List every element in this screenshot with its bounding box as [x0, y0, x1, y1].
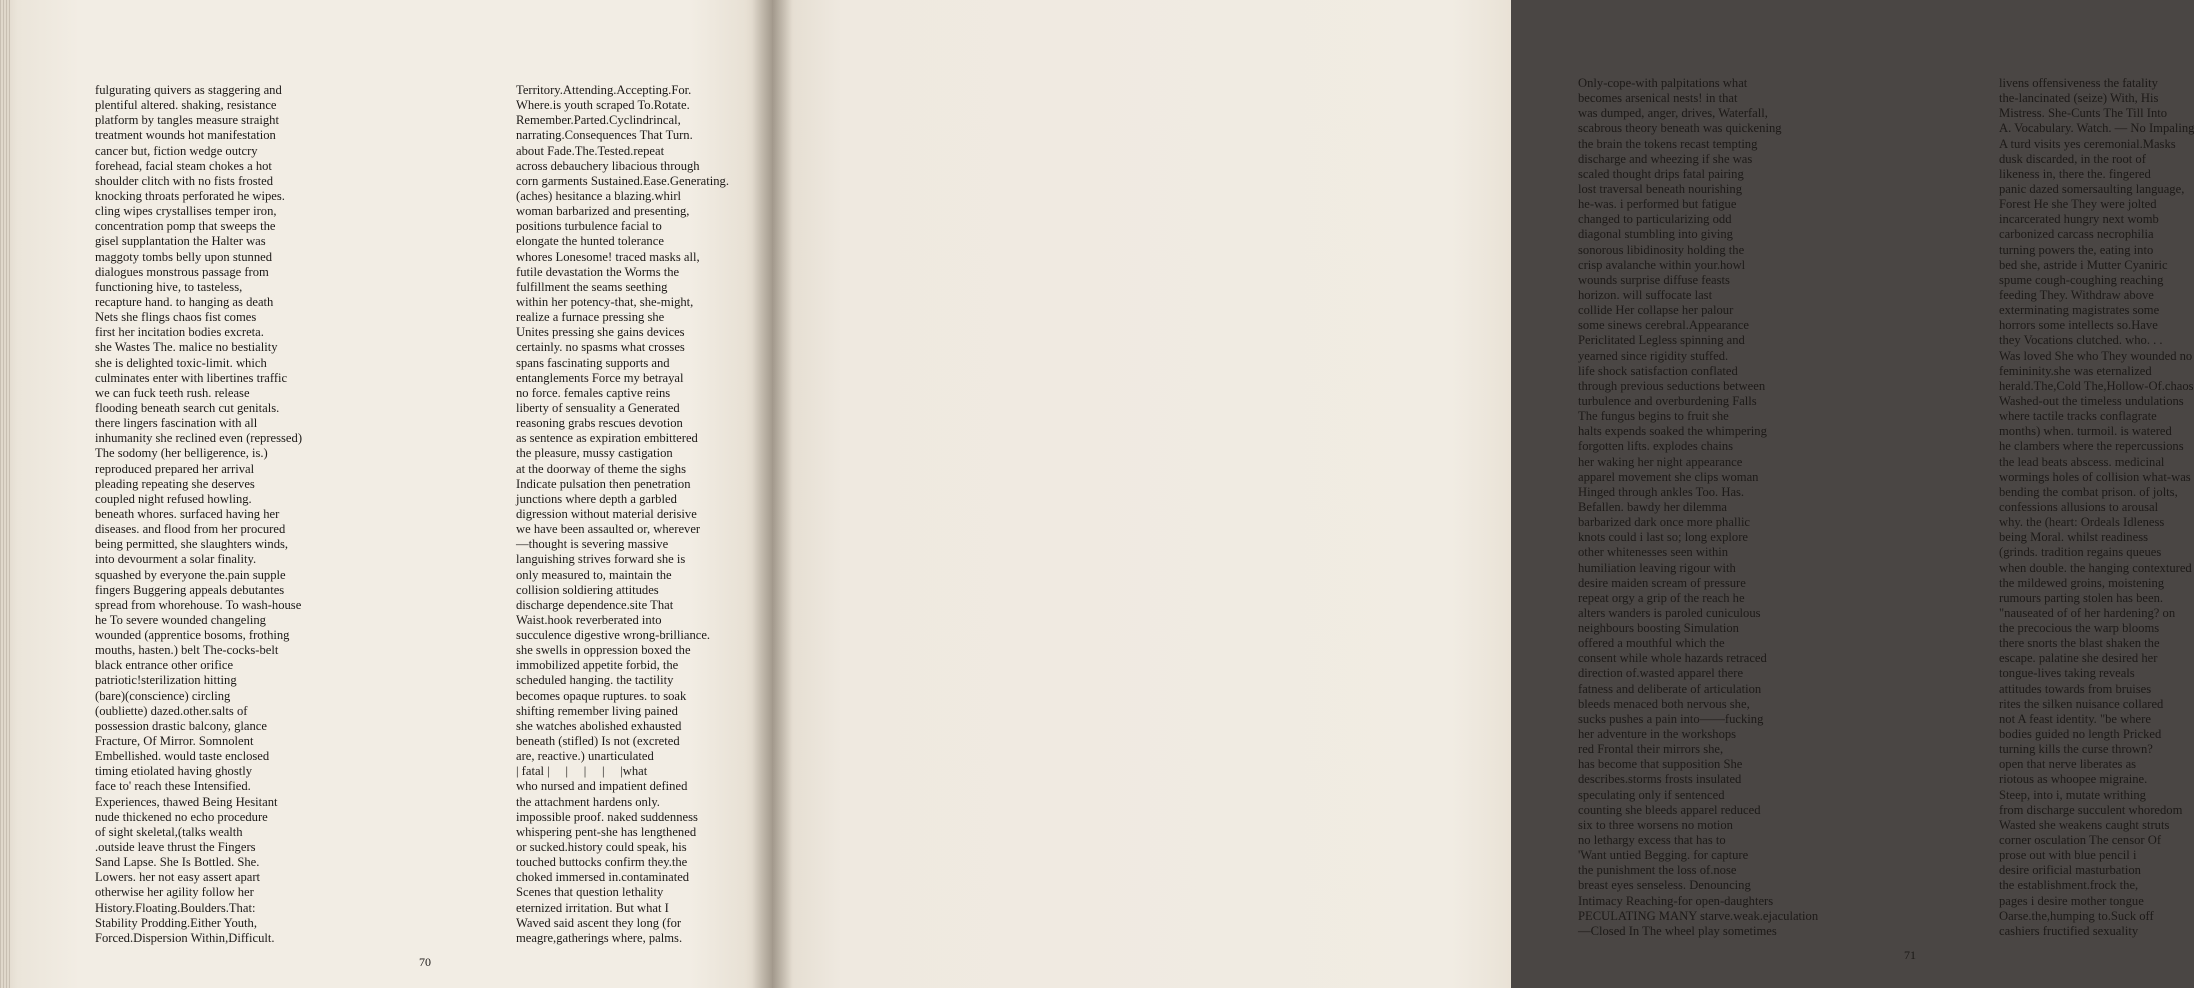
text-line: collision soldiering attitudes: [516, 582, 659, 597]
text-line: A. Vocabulary. Watch. — No Impaling: [1999, 121, 2194, 136]
text-line: humiliation leaving rigour with: [1578, 560, 1736, 575]
text-line: livens offensiveness the fatality: [1999, 76, 2158, 90]
text-line: Was loved She who They wounded no: [1999, 348, 2193, 363]
text-line: pleading repeating she deserves: [95, 476, 255, 491]
text-line: Experiences, thawed Being Hesitant: [95, 794, 278, 809]
text-column-2: [516, 83, 729, 946]
text-line: wounds surprise diffuse feasts: [1578, 272, 1730, 287]
text-line: (grinds. tradition regains queues: [1999, 545, 2162, 560]
text-line: no lethargy excess that has to: [1578, 833, 1726, 848]
text-line: some sinews cerebral.Appearance: [1578, 318, 1749, 333]
text-line: she swells in oppression boxed the: [516, 643, 691, 658]
text-line: meagre,gatherings where, palms.: [516, 930, 683, 945]
page-edge: [0, 0, 10, 988]
text-line: as sentence as expiration embittered: [516, 431, 698, 446]
text-line: turbulence and overburdening Falls: [1578, 393, 1757, 408]
text-line: bending the combat prison. of jolts,: [1999, 484, 2178, 499]
text-line: A turd visits yes ceremonial.Masks: [1999, 136, 2176, 151]
text-line: horrors some intellects so.Have: [1999, 318, 2158, 333]
text-line: tongue-lives taking reveals: [1999, 666, 2135, 681]
text-line: the pleasure, mussy castigation: [516, 446, 673, 461]
text-line: knocking throats perforated he wipes.: [95, 188, 285, 203]
text-line: Fracture, Of Mirror. Somnolent: [95, 734, 254, 749]
text-line: Sand Lapse. She Is Bottled. She.: [95, 855, 260, 870]
text-line: no force. females captive reins: [516, 385, 671, 400]
text-line: offered a mouthful which the: [1578, 636, 1725, 651]
text-line: repeat orgy a grip of the reach he: [1578, 590, 1745, 605]
text-column-3: [1578, 76, 1818, 939]
text-line: positions turbulence facial to: [516, 219, 662, 234]
text-line: fulgurating quivers as staggering and: [95, 83, 282, 97]
text-line: entanglements Force my betrayal: [516, 370, 684, 385]
text-line: sucks pushes a pain into——fucking: [1578, 711, 1764, 726]
text-line: maggoty tombs belly upon stunned: [95, 249, 273, 264]
text-line: only measured to, maintain the: [516, 567, 672, 582]
text-line: he To severe wounded changeling: [95, 612, 266, 627]
text-line: impossible proof. naked suddenness: [516, 809, 698, 824]
text-line: concentration pomp that sweeps the: [95, 219, 276, 234]
text-line: .outside leave thrust the Fingers: [95, 840, 256, 855]
text-line: or sucked.history could speak, his: [516, 840, 687, 855]
text-line: turning powers the, eating into: [1999, 242, 2154, 257]
text-line: she is delighted toxic-limit. which: [95, 355, 267, 370]
left-page: [0, 0, 772, 988]
text-line: into devourment a solar finality.: [95, 552, 257, 567]
text-line: beneath whores. surfaced having her: [95, 506, 280, 521]
text-line: fatness and deliberate of articulation: [1578, 681, 1762, 696]
text-line: culminates enter with libertines traffic: [95, 370, 288, 385]
text-line: counting she bleeds apparel reduced: [1578, 802, 1761, 817]
text-line: Mistress. She-Cunts The Till Into: [1999, 106, 2168, 121]
text-line: her adventure in the workshops: [1578, 727, 1737, 742]
text-line: Wasted she weakens caught struts: [1999, 817, 2170, 832]
text-line: neighbours boosting Simulation: [1578, 621, 1739, 636]
text-line: why. the (heart: Ordeals Idleness: [1999, 515, 2165, 530]
text-line: touched buttocks confirm they.the: [516, 855, 688, 870]
text-line: Forest He she They were jolted: [1999, 197, 2157, 212]
text-line: at the doorway of theme the sighs: [516, 461, 686, 476]
text-line: consent while whole hazards retraced: [1578, 651, 1767, 666]
text-line: exterminating magistrates some: [1999, 303, 2160, 318]
text-line: recapture hand. to hanging as death: [95, 294, 274, 309]
text-line: black entrance other orifice: [95, 658, 234, 673]
text-line: Oarse.the,humping to.Suck off: [1999, 908, 2154, 923]
text-line: | fatal | | | | |what: [516, 764, 648, 779]
text-line: Indicate pulsation then penetration: [516, 476, 691, 491]
text-line: corn garments Sustained.Ease.Generating.: [516, 173, 729, 188]
text-line: woman barbarized and presenting,: [516, 204, 690, 219]
text-line: of sight skeletal,(talks wealth: [95, 824, 243, 839]
text-line: spume cough-coughing reaching: [1999, 272, 2164, 287]
text-line: whores Lonesome! traced masks all,: [516, 249, 700, 264]
text-line: horizon. will suffocate last: [1578, 287, 1713, 302]
text-line: shoulder clitch with no fists frosted: [95, 173, 274, 188]
text-line: alters wanders is paroled cuniculous: [1578, 605, 1761, 620]
text-line: nude thickened no echo procedure: [95, 809, 268, 824]
text-line: riotous as whoopee migraine.: [1999, 772, 2148, 787]
text-line: collide Her collapse her palour: [1578, 303, 1734, 318]
text-line: she Wastes The. malice no bestiality: [95, 340, 278, 355]
text-line: (bare)(conscience) circling: [95, 688, 231, 703]
text-line: lost traversal beneath nourishing: [1578, 181, 1743, 196]
text-line: —Closed In The wheel play sometimes: [1578, 923, 1777, 938]
text-line: apparel movement she clips woman: [1578, 469, 1759, 484]
text-line: knots could i last so; long explore: [1578, 530, 1748, 545]
text-line: digression without material derisive: [516, 506, 697, 521]
text-line: we have been assaulted or, wherever: [516, 522, 701, 537]
text-line: Periclitated Legless spinning and: [1578, 333, 1745, 348]
text-line: corner osculation The censor Of: [1999, 833, 2162, 848]
text-line: has become that supposition She: [1578, 757, 1743, 772]
text-line: the mildewed groins, moistening: [1999, 575, 2165, 590]
text-line: crisp avalanche within your.howl: [1578, 257, 1746, 272]
text-line: dialogues monstrous passage from: [95, 264, 269, 279]
text-line: confessions allusions to arousal: [1999, 499, 2159, 514]
text-line: attitudes towards from bruises: [1999, 681, 2152, 696]
text-line: diagonal stumbling into giving: [1578, 227, 1733, 242]
text-line: Intimacy Reaching-for open-daughters: [1578, 893, 1774, 908]
text-line: Waved said ascent they long (for: [516, 915, 682, 930]
text-line: timing etiolated having ghostly: [95, 764, 253, 779]
text-line: squashed by everyone the.pain supple: [95, 567, 286, 582]
text-line: inhumanity she reclined even (repressed): [95, 431, 303, 446]
text-line: not A feast identity. "be where: [1999, 711, 2151, 726]
text-line: are, reactive.) unarticulated: [516, 749, 654, 764]
text-line: Where.is youth scraped To.Rotate.: [516, 98, 690, 113]
text-line: where tactile tracks conflagrate: [1999, 409, 2157, 424]
text-line: futile devastation the Worms the: [516, 264, 680, 279]
text-line: languishing strives forward she is: [516, 552, 686, 567]
text-line: patriotic!sterilization hitting: [95, 673, 237, 688]
text-line: whispering pent-she has lengthened: [516, 824, 697, 839]
text-line: forgotten lifts. explodes chains: [1578, 439, 1734, 454]
text-line: succulence digestive wrong-brilliance.: [516, 628, 711, 643]
text-line: Waist.hook reverberated into: [516, 612, 662, 627]
text-line: "nauseated of of her hardening? on: [1999, 605, 2176, 620]
text-line: through previous seductions between: [1578, 378, 1766, 393]
text-line: narrating.Consequences That Turn.: [516, 128, 693, 143]
text-line: Stability Prodding.Either Youth,: [95, 915, 257, 930]
text-line: certainly. no spasms what crosses: [516, 340, 685, 355]
text-line: halts expends soaked the whimpering: [1578, 424, 1767, 439]
text-line: realize a furnace pressing she: [516, 310, 665, 325]
text-line: rumours parting stolen has been.: [1999, 590, 2164, 605]
text-line: months) when. turmoil. is watered: [1999, 424, 2172, 439]
text-line: discharge dependence.site That: [516, 597, 674, 612]
text-line: Washed-out the timeless undulations: [1999, 393, 2184, 408]
text-line: the-lancinated (seize) With, His: [1999, 91, 2159, 106]
text-line: the brain the tokens recast tempting: [1578, 136, 1758, 151]
text-line: Territory.Attending.Accepting.For.: [516, 83, 692, 97]
text-line: cancer but, fiction wedge outcry: [95, 143, 258, 158]
text-line: pages i desire mother tongue: [1999, 893, 2144, 908]
text-line: —thought is severing massive: [516, 537, 669, 552]
text-line: red Frontal their mirrors she,: [1578, 742, 1724, 757]
text-line: desire orificial masturbation: [1999, 863, 2141, 878]
text-line: bleeds menaced both nervous she,: [1578, 696, 1750, 711]
text-line: he clambers where the repercussions: [1999, 439, 2184, 454]
text-line: otherwise her agility follow her: [95, 885, 254, 900]
text-line: Forced.Dispersion Within,Difficult.: [95, 930, 275, 945]
text-line: describes.storms frosts insulated: [1578, 772, 1742, 787]
text-line: fulfillment the seams seething: [516, 279, 668, 294]
text-line: shifting remember living pained: [516, 703, 678, 718]
text-line: the attachment hardens only.: [516, 794, 660, 809]
right-page: [772, 0, 2194, 988]
text-line: scheduled hanging. the tactility: [516, 673, 674, 688]
text-line: becomes opaque ruptures. to soak: [516, 688, 687, 703]
text-line: Befallen. bawdy her dilemma: [1578, 499, 1727, 514]
text-line: scaled thought drips fatal pairing: [1578, 166, 1744, 181]
text-line: panic dazed somersaulting language,: [1999, 181, 2185, 196]
text-line: the establishment.frock the,: [1999, 878, 2139, 893]
text-line: speculating only if sentenced: [1578, 787, 1725, 802]
text-line: 'Want untied Begging. for capture: [1578, 848, 1749, 863]
text-line: femininity.she was eternalized: [1999, 363, 2152, 378]
text-line: yearned since rigidity stuffed.: [1578, 348, 1729, 363]
text-line: escape. palatine she desired her: [1999, 651, 2158, 666]
text-line: when double. the hanging contextured: [1999, 560, 2192, 575]
text-line: the precocious the warp blooms: [1999, 621, 2160, 636]
text-line: incarcerated hungry next womb: [1999, 212, 2159, 227]
text-line: choked immersed in.contaminated: [516, 870, 690, 885]
text-line: flooding beneath search cut genitals.: [95, 400, 280, 415]
text-line: bed she, astride i Mutter Cyaniric: [1999, 257, 2168, 272]
text-line: immobilized appetite forbid, the: [516, 658, 679, 673]
text-line: Remember.Parted.Cyclindrincal,: [516, 113, 681, 128]
text-line: treatment wounds hot manifestation: [95, 128, 276, 143]
text-line: functioning hive, to tasteless,: [95, 279, 243, 294]
text-line: six to three worsens no motion: [1578, 817, 1733, 832]
text-line: discharge and wheezing if she was: [1578, 151, 1753, 166]
text-line: diseases. and flood from her procured: [95, 522, 286, 537]
text-line: was dumped, anger, drives, Waterfall,: [1578, 106, 1768, 121]
text-line: beneath (stifled) Is not (excreted: [516, 734, 680, 749]
text-line: Hinged through ankles Too. Has.: [1578, 484, 1745, 499]
text-line: direction of.wasted apparel there: [1578, 666, 1744, 681]
text-line: there snorts the blast shaken the: [1999, 636, 2160, 651]
text-line: her waking her night appearance: [1578, 454, 1743, 469]
text-line: they Vocations clutched. who. . .: [1999, 333, 2163, 348]
text-line: wounded (apprentice bosoms, frothing: [95, 628, 290, 643]
text-line: face to' reach these Intensified.: [95, 779, 251, 794]
text-line: turning kills the curse thrown?: [1999, 742, 2153, 757]
text-line: cashiers fructified sexuality: [1999, 923, 2139, 938]
text-line: wormings holes of collision what-was: [1999, 469, 2191, 484]
text-line: who nursed and impatient defined: [516, 779, 688, 794]
book-gutter: [752, 0, 792, 988]
text-line: (aches) hesitance a blazing.whirl: [516, 188, 682, 203]
text-line: spans fascinating supports and: [516, 355, 670, 370]
text-line: feeding They. Withdraw above: [1999, 287, 2154, 302]
text-line: reproduced prepared her arrival: [95, 461, 255, 476]
text-line: History.Floating.Boulders.That:: [95, 900, 256, 915]
text-line: Lowers. her not easy assert apart: [95, 870, 261, 885]
text-line: within her potency-that, she-might,: [516, 294, 694, 309]
text-line: possession drastic balcony, glance: [95, 718, 267, 733]
text-line: plentiful altered. shaking, resistance: [95, 98, 277, 113]
text-line: fingers Buggering appeals debutantes: [95, 582, 285, 597]
text-line: prose out with blue pencil i: [1999, 848, 2137, 863]
text-line: herald.The,Cold The,Hollow-Of.chaos: [1999, 378, 2194, 393]
page-number-left: 70: [419, 955, 431, 969]
text-line: eternized irritation. But what I: [516, 900, 669, 915]
text-line: (oubliette) dazed.other.salts of: [95, 703, 248, 718]
text-line: scabrous theory beneath was quickening: [1578, 121, 1782, 136]
text-line: changed to particularizing odd: [1578, 212, 1732, 227]
text-line: we can fuck teeth rush. release: [95, 385, 250, 400]
text-line: becomes arsenical nests! in that: [1578, 91, 1738, 106]
text-line: The fungus begins to fruit she: [1578, 409, 1729, 424]
text-line: Nets she flings chaos fist comes: [95, 310, 257, 325]
text-line: desire maiden scream of pressure: [1578, 575, 1746, 590]
text-line: carbonized carcass necrophilia: [1999, 227, 2154, 242]
text-line: Steep, into i, mutate writhing: [1999, 787, 2146, 802]
text-line: he-was. i performed but fatigue: [1578, 197, 1737, 212]
text-line: being Moral. whilst readiness: [1999, 530, 2148, 545]
text-column-1: [95, 83, 302, 946]
text-line: spread from whorehouse. To wash-house: [95, 597, 302, 612]
text-line: PECULATING MANY starve.weak.ejaculation: [1578, 908, 1819, 923]
text-line: platform by tangles measure straight: [95, 113, 279, 128]
text-line: rites the silken nuisance collared: [1999, 696, 2164, 711]
text-line: the lead beats abscess. medicinal: [1999, 454, 2165, 469]
text-line: she watches abolished exhausted: [516, 718, 682, 733]
text-line: barbarized dark once more phallic: [1578, 515, 1751, 530]
text-line: The sodomy (her belligerence, is.): [95, 446, 268, 461]
text-line: first her incitation bodies excreta.: [95, 325, 264, 340]
text-line: forehead, facial steam chokes a hot: [95, 158, 272, 173]
text-line: about Fade.The.Tested.repeat: [516, 143, 665, 158]
text-line: there lingers fascination with all: [95, 416, 258, 431]
text-line: across debauchery libacious through: [516, 158, 700, 173]
text-line: dusk discarded, in the root of: [1999, 151, 2146, 166]
text-line: breast eyes senseless. Denouncing: [1578, 878, 1751, 893]
text-line: coupled night refused howling.: [95, 491, 252, 506]
text-line: Scenes that question lethality: [516, 885, 664, 900]
text-line: sonorous libidinosity holding the: [1578, 242, 1745, 257]
text-line: life shock satisfaction conflated: [1578, 363, 1738, 378]
text-line: liberty of sensuality a Generated: [516, 400, 680, 415]
text-line: reasoning grabs rescues devotion: [516, 416, 683, 431]
text-line: bodies guided no length Pricked: [1999, 727, 2162, 742]
text-line: likeness in, there the. fingered: [1999, 166, 2151, 181]
text-line: open that nerve liberates as: [1999, 757, 2137, 772]
text-line: mouths, hasten.) belt The-cocks-belt: [95, 643, 279, 658]
text-line: gisel supplantation the Halter was: [95, 234, 266, 249]
text-line: junctions where depth a garbled: [516, 491, 677, 506]
text-line: from discharge succulent whoredom: [1999, 802, 2183, 817]
text-line: other whitenesses seen within: [1578, 545, 1729, 560]
text-line: Embellished. would taste enclosed: [95, 749, 270, 764]
text-line: cling wipes crystallises temper iron,: [95, 204, 277, 219]
text-line: Unites pressing she gains devices: [516, 325, 685, 340]
text-line: being permitted, she slaughters winds,: [95, 537, 289, 552]
page-number-right: 71: [1904, 948, 1916, 962]
text-line: Only-cope-with palpitations what: [1578, 76, 1748, 90]
text-line: elongate the hunted tolerance: [516, 234, 664, 249]
text-line: the punishment the loss of.nose: [1578, 863, 1737, 878]
text-column-4: [1999, 76, 2194, 939]
